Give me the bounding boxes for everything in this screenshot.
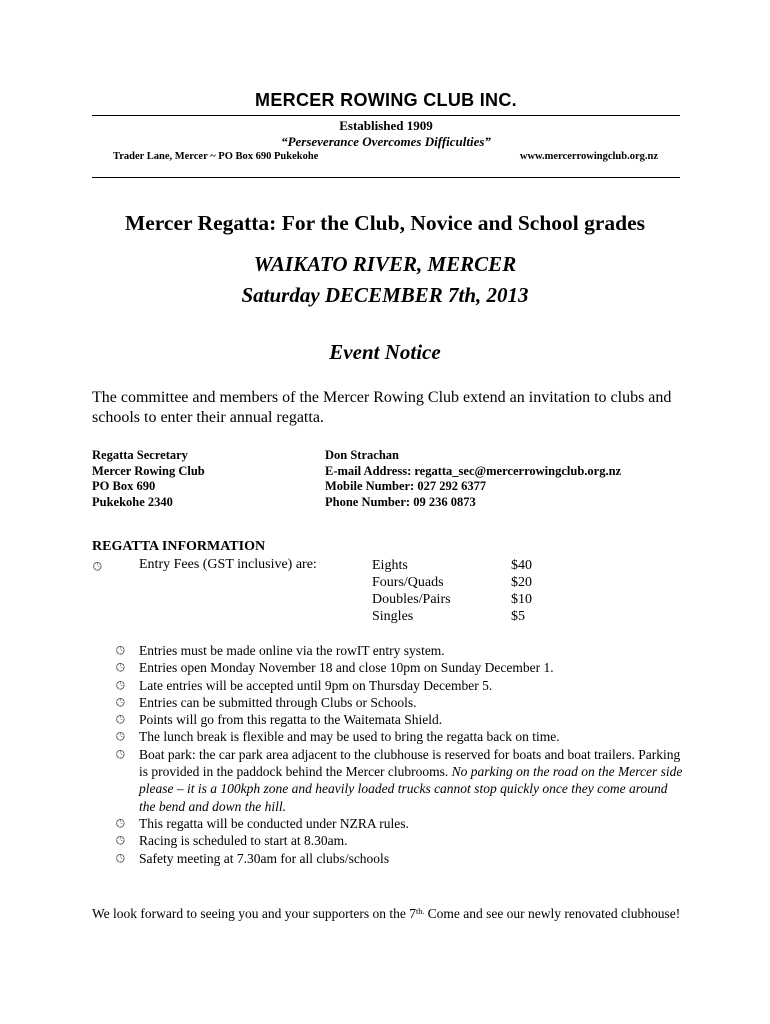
intro-paragraph: The committee and members of the Mercer Rowing Club extend an invitation to clubs and schools to enter their annual regatta.: [92, 389, 672, 426]
clock-icon: 🕒︎: [116, 851, 125, 865]
contact-mobile: Mobile Number: 027 292 6377: [325, 479, 487, 493]
list-item: 🕒︎ Entries can be submitted through Clubs or Schools.: [116, 694, 417, 710]
secretary-contact-block: [325, 448, 621, 510]
list-item: 🕒︎ Entries open Monday November 18 and close 10pm on Sunday December 1.: [116, 660, 554, 676]
list-item-boat-park: [116, 746, 686, 815]
clock-icon: 🕒︎: [116, 747, 125, 761]
contact-email[interactable]: E-mail Address: regatta_sec@mercerrowingclub.org.nz: [325, 463, 622, 478]
regatta-venue: WAIKATO RIVER, MERCER: [253, 252, 517, 276]
address-line: Pukekohe 2340: [92, 494, 173, 509]
address-line: Mercer Rowing Club: [92, 463, 205, 478]
address-line: Regatta Secretary: [92, 448, 188, 462]
clock-icon: 🕒︎: [116, 661, 125, 675]
header-divider: [92, 177, 680, 178]
fee-class: Fours/Quads: [372, 575, 444, 590]
clock-icon: 🕒︎: [116, 713, 125, 727]
clock-icon: 🕒︎: [116, 678, 125, 692]
fee-row: [372, 591, 532, 608]
secretary-address-block: [92, 448, 205, 510]
list-item: 🕒︎ Safety meeting at 7.30am for all clubs/schools: [116, 850, 390, 866]
list-item: 🕒︎ Racing is scheduled to start at 8.30am.: [116, 833, 348, 849]
clock-icon: 🕒︎: [116, 695, 125, 709]
fee-row: [372, 574, 532, 591]
fee-row: [372, 557, 532, 574]
established-line: Established 1909: [339, 118, 433, 133]
parking-warning: No parking on the road on the Mercer side please – it is a 100kph zone and heavily loaded trucks cannot stop quickly once they come around the bend and down the hill.: [139, 764, 683, 814]
fee-row: [372, 608, 532, 625]
event-notice-heading: Event Notice: [329, 340, 441, 364]
list-item: 🕒︎ Late entries will be accepted until 9pm on Thursday December 5.: [116, 677, 493, 693]
regatta-info-list: [116, 642, 686, 867]
clock-icon: 🕒︎: [116, 730, 125, 744]
boat-park-text: Boat park: the car park area adjacent to the clubhouse is reserved for boats and boat trailers. Parking is provided in the paddock behind the Mercer clubrooms.: [139, 746, 681, 780]
regatta-title: Mercer Regatta: For the Club, Novice and School grades: [124, 211, 646, 235]
fee-price: $40: [511, 558, 532, 573]
club-website[interactable]: www.mercerrowingclub.org.nz: [519, 151, 658, 162]
closing-paragraph: We look forward to seeing you and your supporters on the $7^{th.}$ Come and see our newly renovated clubhouse!: [92, 906, 681, 921]
fee-class: Singles: [372, 609, 414, 624]
clock-icon: 🕒︎: [116, 834, 125, 848]
fee-table: [372, 557, 532, 625]
fee-class: Doubles/Pairs: [372, 592, 451, 607]
club-address: Trader Lane, Mercer ~ PO Box 690 Pukekohe: [113, 151, 319, 162]
list-item: 🕒︎ This regatta will be conducted under NZRA rules.: [116, 815, 409, 831]
club-name: MERCER ROWING CLUB INC.: [255, 90, 517, 110]
entry-fee-label: Entry Fees (GST inclusive) are:: [139, 557, 317, 572]
contact-name: Don Strachan: [325, 448, 399, 462]
list-item: 🕒︎ The lunch break is flexible and may be used to bring the regatta back on time.: [116, 729, 560, 745]
address-line: PO Box 690: [92, 479, 156, 493]
list-item: 🕒︎ Points will go from this regatta to the Waitemata Shield.: [116, 712, 443, 728]
fee-class: Eights: [372, 558, 408, 573]
club-motto: “Perseverance Overcomes Difficulties”: [281, 134, 491, 149]
contact-phone: Phone Number: 09 236 0873: [325, 494, 476, 509]
regatta-date: Saturday DECEMBER 7th, 2013: [241, 283, 529, 307]
list-item: 🕒︎ Entries must be made online via the rowIT entry system.: [116, 643, 445, 658]
fee-price: $20: [511, 575, 532, 590]
clock-icon: 🕒︎: [93, 560, 102, 573]
header-rule: [92, 115, 680, 116]
fee-price: $5: [511, 609, 525, 624]
clock-icon: 🕒︎: [116, 816, 125, 830]
fee-price: $10: [511, 592, 532, 607]
regatta-info-heading: REGATTA INFORMATION: [92, 539, 266, 554]
clock-icon: 🕒︎: [116, 644, 125, 657]
